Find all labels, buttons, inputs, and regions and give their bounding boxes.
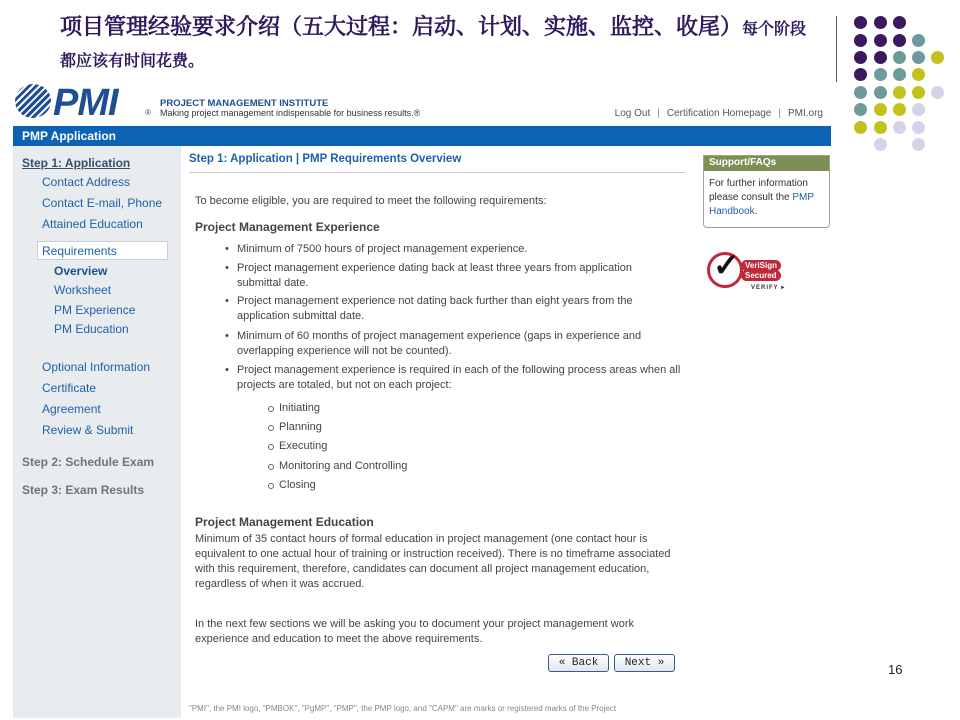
process-area-item: Initiating: [279, 402, 320, 414]
pmp-handbook-link[interactable]: PMP Handbook: [709, 192, 814, 217]
process-area-item: Monitoring and Controlling: [279, 460, 408, 472]
institute-name: PROJECT MANAGEMENT INSTITUTE: [160, 98, 329, 109]
dot: [854, 16, 867, 29]
sidebar-item-review-submit[interactable]: Review & Submit: [42, 423, 134, 437]
dot: [854, 86, 867, 99]
logout-link[interactable]: Log Out: [614, 108, 651, 119]
dot: [854, 51, 867, 64]
dot: [931, 51, 944, 64]
dot: [874, 138, 887, 151]
dot: [854, 103, 867, 116]
dot: [874, 121, 887, 134]
dot: [912, 103, 925, 116]
sidebar-step-1[interactable]: Step 1: Application: [22, 156, 131, 170]
dot: [874, 68, 887, 81]
decorative-dots: [852, 14, 952, 154]
link-separator: |: [657, 108, 660, 119]
process-area-item: Closing: [279, 479, 316, 491]
dot: [874, 51, 887, 64]
sidebar-item-optional-information[interactable]: Optional Information: [42, 360, 151, 374]
sidebar-item-certificate[interactable]: Certificate: [42, 381, 97, 395]
verisign-seal[interactable]: [705, 244, 787, 294]
sidebar-item-contact-email-phone[interactable]: Contact E-mail, Phone: [42, 196, 163, 210]
dot: [931, 86, 944, 99]
support-faq-box: [703, 155, 830, 228]
pmi-application-screenshot: [13, 82, 831, 718]
process-area-item: Executing: [279, 440, 328, 452]
dot: [874, 103, 887, 116]
back-button[interactable]: « Back: [548, 654, 609, 672]
logo-registered-mark: ®: [145, 108, 151, 117]
dot: [912, 34, 925, 47]
dot: [874, 86, 887, 99]
requirement-bullet: • Project management experience is required in each of the following process areas when all projects are totaled, but not on each project:: [237, 363, 687, 393]
pmi-org-link[interactable]: PMI.org: [787, 108, 823, 119]
dot: [874, 16, 887, 29]
faq-body: [704, 171, 829, 225]
verisign-verify-label: VERIFY ▸: [751, 285, 786, 291]
slide-title: [60, 12, 820, 76]
process-area-item: Planning: [279, 421, 322, 433]
requirement-bullet: • Minimum of 60 months of project management experience (gaps in experience and overlapping experience will not be counted).: [237, 329, 647, 359]
requirement-bullet: • Minimum of 7500 hours of project management experience.: [237, 242, 687, 257]
intro-text: To become eligible, you are required to meet the following requirements:: [195, 195, 547, 207]
pmi-logo[interactable]: PMI: [53, 82, 118, 124]
experience-heading: Project Management Experience: [195, 220, 380, 234]
education-heading: Project Management Education: [195, 515, 374, 529]
app-title: PMP Application: [22, 129, 117, 143]
page-title: Step 1: Application | PMP Requirements Overview: [189, 153, 462, 165]
slide-title-main: 项目管理经验要求介绍（五大过程：启动、计划、实施、监控、收尾）: [60, 14, 743, 40]
sidebar-item-worksheet[interactable]: Worksheet: [54, 283, 112, 297]
site-header: [13, 82, 831, 124]
title-divider-line: [189, 172, 685, 173]
next-button[interactable]: Next »: [614, 654, 675, 672]
dot: [912, 121, 925, 134]
dot: [854, 34, 867, 47]
certification-homepage-link[interactable]: Certification Homepage: [666, 108, 772, 119]
sidebar-item-attained-education[interactable]: Attained Education: [42, 217, 143, 231]
dot: [893, 16, 906, 29]
dot: [893, 34, 906, 47]
requirement-bullet: • Project management experience dating back at least three years from application submittal date.: [237, 261, 647, 291]
verisign-label: VeriSign: [741, 260, 781, 271]
sidebar-item-pm-experience[interactable]: PM Experience: [54, 303, 136, 317]
sidebar-item-pm-education[interactable]: PM Education: [54, 322, 129, 336]
trademark-footer: "PMI", the PMI logo, "PMBOK", "PgMP", "PMP", the PMP logo, and "CAPM" are marks or registered marks of the Project: [189, 704, 617, 713]
dot: [893, 86, 906, 99]
checkmark-icon: ✓: [713, 247, 740, 283]
dot: [912, 68, 925, 81]
sidebar-item-requirements[interactable]: Requirements: [42, 244, 117, 258]
page-number: 16: [888, 662, 903, 677]
dot: [912, 51, 925, 64]
title-divider: [836, 16, 837, 82]
sidebar-item-overview[interactable]: Overview: [54, 264, 108, 278]
sidebar-item-contact-address[interactable]: Contact Address: [42, 175, 131, 189]
education-text: Minimum of 35 contact hours of formal education in project management (one contact hour is equivalent to one actual hour of training or instruction received). There is no timeframe associated with this requirement, therefore, candidates can document all project management education, regardless of when it was accrued.: [195, 533, 671, 590]
dot: [912, 86, 925, 99]
requirement-bullet: • Project management experience not dating back further than eight years from the application submittal date.: [237, 294, 647, 324]
slide-title-sub: 每个阶段都应该有时间花费。: [60, 19, 807, 70]
faq-text: For further information please consult the: [709, 178, 808, 203]
main-content: [181, 146, 701, 718]
dot: [854, 68, 867, 81]
link-separator: |: [778, 108, 781, 119]
pmi-globe-logo-icon: [15, 84, 51, 118]
sidebar-step-2[interactable]: Step 2: Schedule Exam: [22, 455, 155, 469]
closing-text: In the next few sections we will be asking you to document your project management work experience and education to meet the above requirements.: [195, 618, 635, 645]
faq-title: Support/FAQs: [704, 156, 829, 171]
faq-text-end: .: [754, 206, 758, 217]
sidebar-step-3[interactable]: Step 3: Exam Results: [22, 483, 145, 497]
verisign-secured-label: Secured: [741, 270, 781, 281]
dot: [874, 34, 887, 47]
dot: [912, 138, 925, 151]
institute-tagline: Making project management indispensable for business results.®: [160, 108, 421, 118]
dot: [893, 103, 906, 116]
dot: [893, 51, 906, 64]
sidebar-item-agreement[interactable]: Agreement: [42, 402, 101, 416]
dot: [893, 121, 906, 134]
sidebar-nav: [13, 146, 181, 718]
app-title-bar: [13, 126, 831, 146]
dot: [854, 121, 867, 134]
dot: [893, 68, 906, 81]
header-links: [615, 108, 823, 119]
